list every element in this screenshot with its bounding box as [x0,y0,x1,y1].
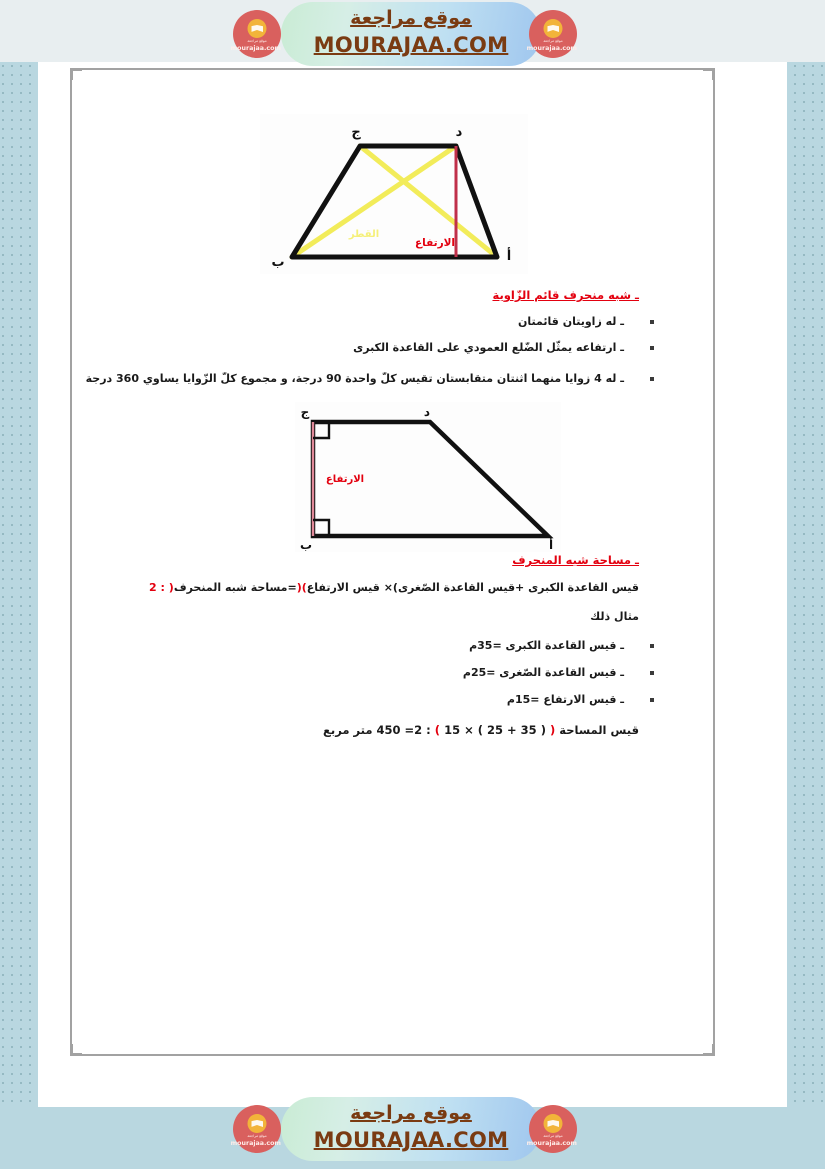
logo-label-en: mourajaa.com [526,1140,577,1147]
bullet-height-perpendicular [353,340,654,357]
result-divider: : 2= [404,723,431,737]
formula-symbol-equals: = [287,581,297,594]
height-label: الارتفاع [325,474,365,485]
bullet-text: ـ له 4 زوايا منهما اثنتان متقابستان تقيس كلّ واحدة 90 درجة، و مجموع كلّ الزّوايا يساوي 360 درجة [85,372,624,385]
vertex-label-a: أ [506,249,512,264]
book-icon [248,19,267,38]
vertex-label-c: ج [351,125,361,140]
bullet-marker [650,346,654,350]
height-label: الارتفاع [414,237,456,249]
book-icon [544,19,563,38]
diagonal-label: القطر [348,229,380,240]
bullet-marker [650,671,654,675]
formula-part-area: مساحة شبه المنحرف [173,581,288,594]
bullet-text: ـ له زاويتان قائمتان [518,315,624,328]
bullet-angles-sum [86,371,654,388]
formula-part-bases: قيس القاعدة الكبرى +قيس القاعدة الصّغرى [397,581,639,594]
vertex-label-a: أ [548,538,554,552]
vertex-label-d: د [423,405,431,419]
logo-label-en: mourajaa.com [230,1140,281,1147]
book-icon [248,1114,267,1133]
vertex-label-b: ب [271,255,285,270]
formula-symbol-paren-open: ) [301,581,307,594]
bottom-site-banner [0,1089,825,1169]
result-paren-close: ) [434,723,441,737]
formula-symbol-paren-close: ) [392,581,398,594]
bullet-minor-base [463,665,654,682]
document-content [70,68,715,1056]
result-expression: ( 35 + 25 ) [477,723,546,737]
formula-part-height: قيس الارتفاع [306,581,380,594]
bullet-text: ـ قيس القاعدة الصّغرى =25م [462,666,624,679]
result-unit: متر مربع [323,723,373,737]
trapezoid-diagram [260,114,528,274]
example-title: مثال ذلك [590,610,639,623]
area-formula [149,581,639,594]
bullet-text: ـ ارتفاعه يمثّل الضّلع العمودي على القاعدة الكبرى [353,341,624,354]
logo-label-ar: موقع مراجعة [543,1134,563,1138]
logo-label-ar: موقع مراجعة [247,1134,267,1138]
formula-divider: : 2 [149,581,165,594]
logo-label-ar: موقع مراجعة [247,39,267,43]
result-paren-open: ( [549,723,556,737]
banner-url[interactable]: MOURAJAA.COM [313,33,509,57]
site-logo-left [230,10,281,58]
vertex-label-d: د [455,125,463,140]
result-value: 450 [376,723,401,737]
formula-symbol-paren-close-2: ( [168,581,174,594]
formula-symbol-paren-open-2: ( [296,581,302,594]
bullet-right-angles [518,314,654,331]
logo-label-ar: موقع مراجعة [543,39,563,43]
logo-label-en: mourajaa.com [526,45,577,52]
bullet-text: ـ قيس الارتفاع =15م [506,693,624,706]
bullet-marker [650,377,654,381]
banner-url[interactable]: MOURAJAA.COM [313,1128,509,1152]
bullet-marker [650,644,654,648]
result-times: × 15 [440,723,478,737]
bullet-height-value [507,692,654,709]
banner-title-ar: موقع مراجعة [350,7,472,29]
bullet-major-base [469,638,654,655]
bullet-text: ـ قيس القاعدة الكبرى =35م [469,639,624,652]
result-label: قيس المساحة [559,723,639,737]
right-trapezoid-diagram [295,402,561,552]
formula-symbol-times: × [383,581,393,594]
site-logo-left [230,1105,281,1153]
bullet-marker [650,698,654,702]
heading-trapezoid-area: ـ مساحة شبه المنحرف [512,553,639,567]
logo-label-en: mourajaa.com [230,45,281,52]
area-result-line [323,723,639,737]
book-icon [544,1114,563,1133]
heading-right-trapezoid: ـ شبه منحرف قائم الزّاوية [492,288,639,302]
banner-title-ar: موقع مراجعة [350,1102,472,1124]
top-site-banner [0,0,825,69]
vertex-label-c: ج [300,405,310,419]
vertex-label-b: ب [299,538,313,552]
bullet-marker [650,320,654,324]
